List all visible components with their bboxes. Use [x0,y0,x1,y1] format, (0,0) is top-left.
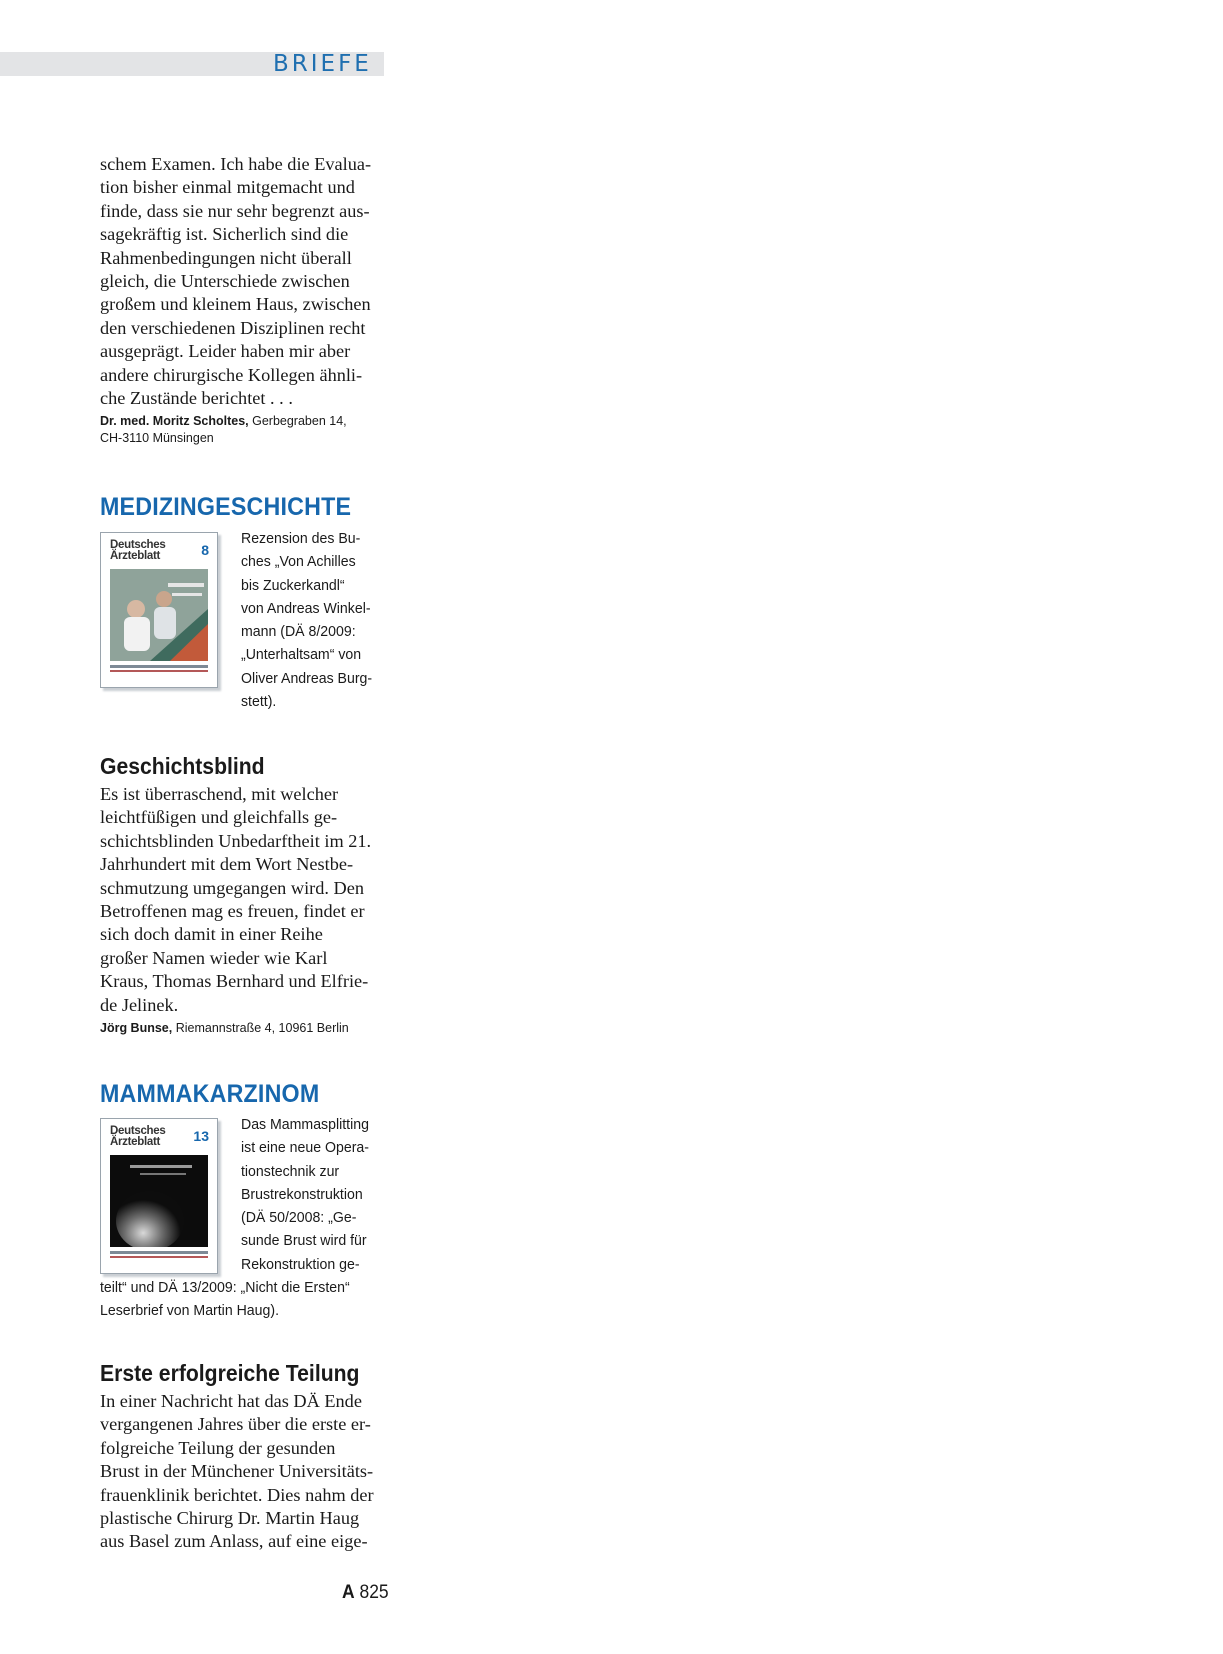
text-line: mann (DÄ 8/2009: [241,623,356,641]
text-line: che Zustände berichtet . . . [100,388,293,409]
signature-name: Jörg Bunse, [100,1021,173,1036]
text-line: schichtsblinden Unbedarftheit im 21. [100,830,372,851]
text-line: Das Mammasplitting [241,1116,369,1133]
text-line: ches „Von Achilles [241,553,356,571]
text-line: von Andreas Winkel- [241,599,371,617]
text-line: Oliver Andreas Burg- [241,669,373,687]
text-line: bis Zuckerkandl“ [241,576,345,594]
page-number [342,1582,389,1604]
section-medizingeschichte [100,492,384,522]
text-line: Brust in der Münchener Universitäts- [100,1461,374,1482]
text-line: Rekonstruktion ge- [241,1255,360,1273]
reference-mammakarzinom [241,1113,391,1276]
text-line: In einer Nachricht hat das DÄ Ende [100,1391,362,1411]
journal-cover-image [100,1118,218,1274]
text-line: andere chirurgische Kollegen ähnli- [100,364,363,385]
cover-footer-bar [110,665,208,668]
text-line: stett). [241,693,277,711]
text-line: großem und kleinem Haus, zwischen [100,294,371,315]
text-line: (DÄ 50/2008: „Ge- [241,1209,357,1227]
text-line: plastische Chirurg Dr. Martin Haug [100,1508,360,1529]
section-title: MAMMAKARZINOM [100,1080,320,1108]
cover-issue-number: 8 [201,542,209,558]
signature-address: Gerbegraben 14, [248,414,347,429]
cover-photo [110,569,208,661]
signature-address: Riemannstraße 4, 10961 Berlin [172,1021,349,1036]
text-line: leichtfüßigen und gleichfalls ge- [100,807,338,828]
text-line: Rezension des Bu- [241,530,361,547]
text-line: ausgeprägt. Leider haben mir aber [100,341,351,362]
letter-body [100,1390,384,1554]
text-line: den verschiedenen Disziplinen recht [100,317,366,338]
cover-masthead: Deutsches Ärzteblatt [110,1125,166,1148]
text-line: Es ist überraschend, mit welcher [100,784,339,804]
journal-cover-image [100,532,218,688]
letter-scholtes [100,153,384,447]
cover-masthead: Deutsches Ärzteblatt [110,539,166,562]
text-line: frauenklinik berichtet. Dies nahm der [100,1484,374,1505]
text-line: Rahmenbedingungen nicht überall [100,247,352,268]
section-title: MEDIZINGESCHICHTE [100,493,352,521]
cover-footer-bar [110,670,208,672]
letter-signature [100,413,384,447]
text-line: vergangenen Jahres über die erste er- [100,1414,371,1435]
text-line: Jahrhundert mit dem Wort Nestbe- [100,854,354,875]
signature-address: CH-3110 Münsingen [100,431,214,446]
text-line: Leserbrief von Martin Haug). [100,1302,279,1320]
cover-photo [110,1155,208,1247]
text-line: sunde Brust wird für [241,1232,367,1250]
reference-text [241,1113,381,1276]
cover-footer-bar [110,1251,208,1254]
reference-medizingeschichte [241,527,391,713]
text-line: aus Basel zum Anlass, auf eine eige- [100,1531,368,1552]
text-line: Kraus, Thomas Bernhard und Elfrie- [100,971,369,992]
text-line: tion bisher einmal mitgemacht und [100,177,355,198]
text-line: sich doch damit in einer Reihe [100,924,323,945]
text-line: ist eine neue Opera- [241,1139,369,1157]
text-line: gleich, die Unterschiede zwischen [100,271,350,292]
text-line: Brustrekonstruktion [241,1185,363,1203]
text-line: teilt“ und DÄ 13/2009: „Nicht die Ersten“ [100,1279,350,1296]
text-line: folgreiche Teilung der gesunden [100,1437,336,1458]
page-number-value: 825 [354,1582,389,1603]
cover-issue-number: 13 [193,1128,209,1144]
text-line: tionstechnik zur [241,1162,340,1180]
cover-footer-bar [110,1256,208,1258]
section-mammakarzinom [100,1079,384,1109]
text-line: „Unterhaltsam“ von [241,646,362,664]
section-label: BRIEFE [273,51,372,77]
page-prefix: A [342,1582,355,1603]
letter-bunse [100,752,384,1037]
reference-mammakarzinom-continued [100,1276,400,1323]
text-line: schem Examen. Ich habe die Evalua- [100,154,372,174]
letter-body [100,153,384,410]
text-line: sagekräftig ist. Sicherlich sind die [100,224,349,245]
letter-erste-teilung [100,1359,384,1554]
letter-signature [100,1020,384,1037]
text-line: finde, dass sie nur sehr begrenzt aus- [100,200,370,221]
reference-text [100,1276,379,1323]
letter-headline: Geschichtsblind [100,753,265,779]
letter-headline: Erste erfolgreiche Teilung [100,1360,360,1386]
signature-name: Dr. med. Moritz Scholtes, [100,414,249,429]
text-line: de Jelinek. [100,994,179,1015]
text-line: schmutzung umgegangen wird. Den [100,877,364,898]
text-line: großer Namen wieder wie Karl [100,947,328,968]
text-line: Betroffenen mag es freuen, findet er [100,901,365,922]
reference-text [241,527,381,713]
letter-body [100,783,384,1017]
